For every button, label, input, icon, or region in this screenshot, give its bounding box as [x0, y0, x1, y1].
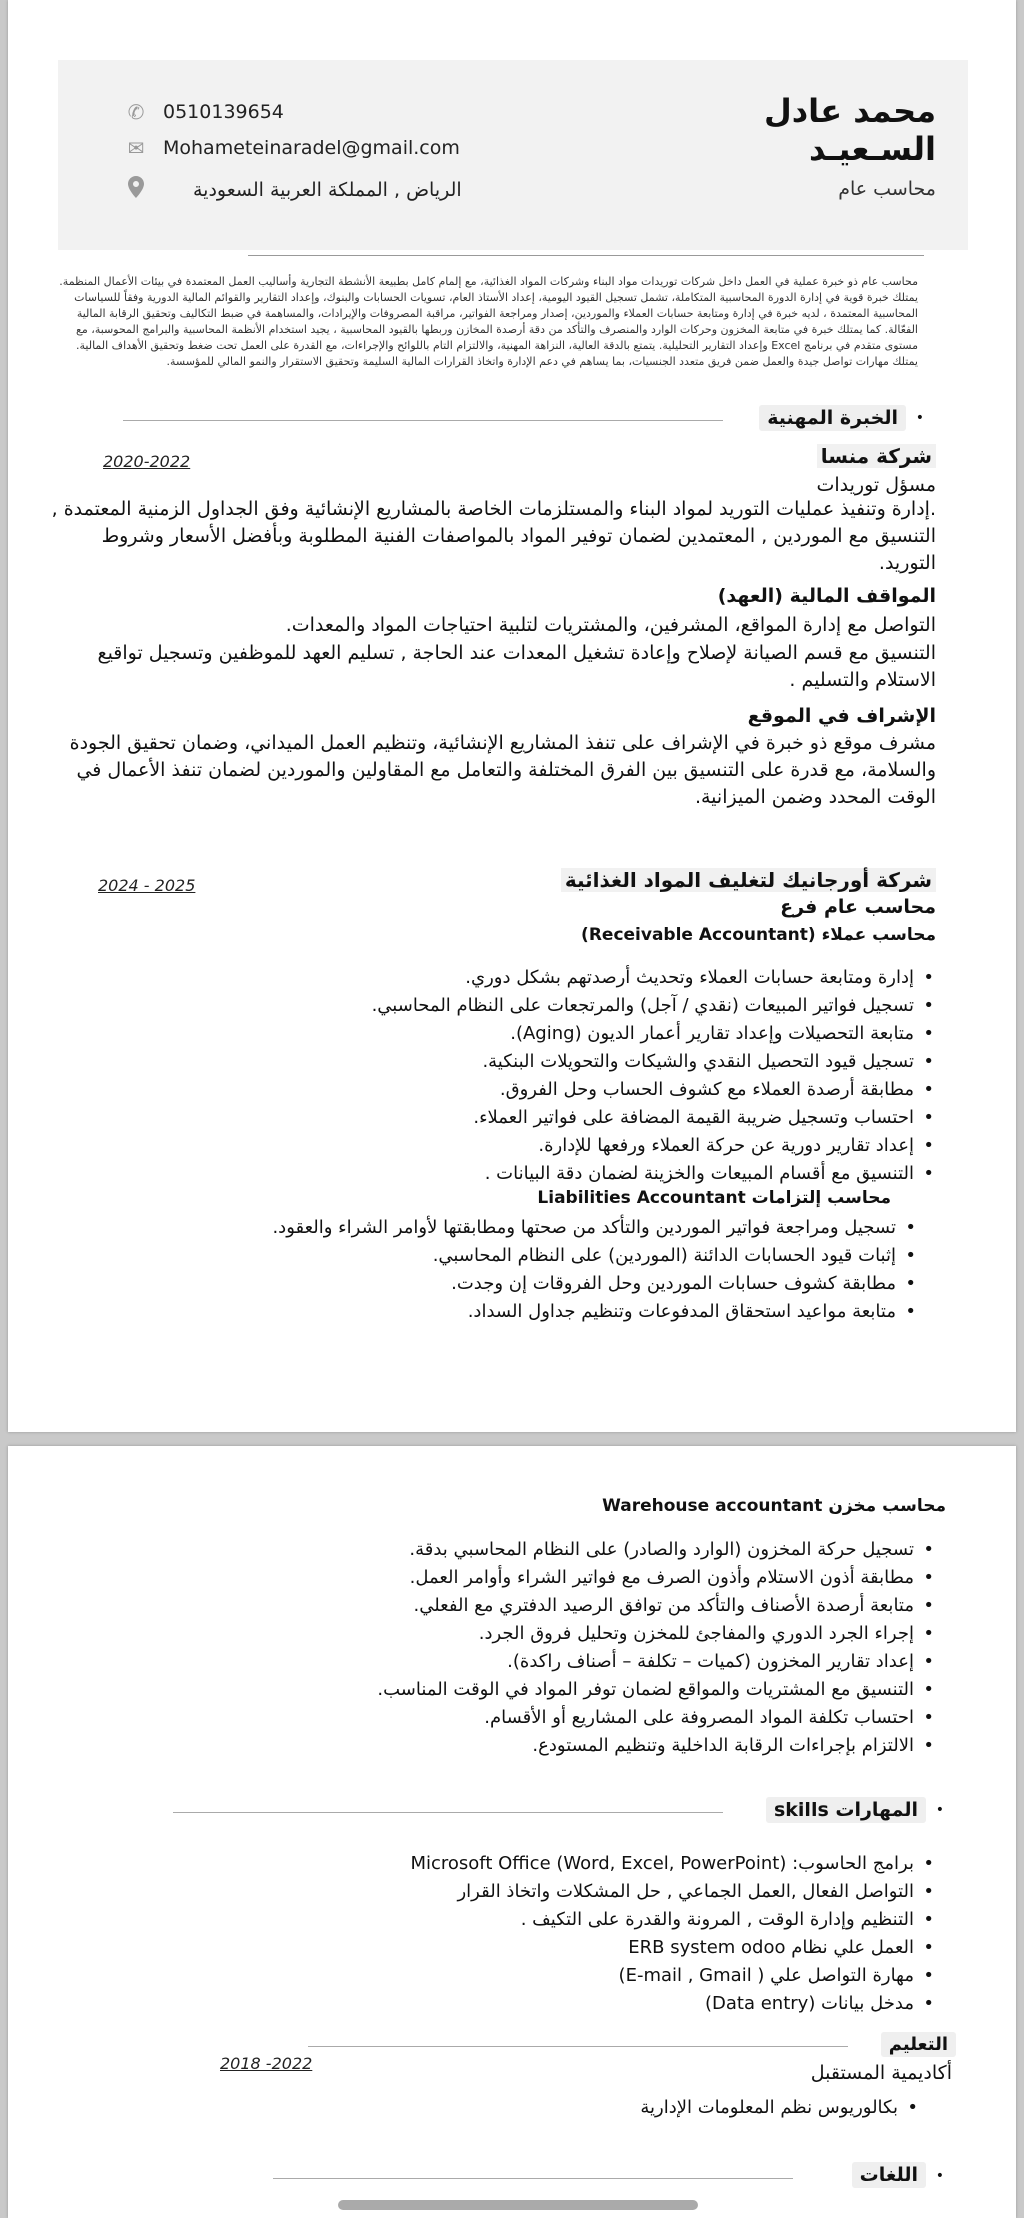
- phone-number: 0510139654: [163, 101, 284, 123]
- receivable-list: [56, 964, 936, 1188]
- list-item: • احتساب وتسجيل ضريبة القيمة المضافة على فواتير العملاء.: [56, 1104, 936, 1132]
- list-item: • مطابقة أذون الاستلام وأذون الصرف مع فواتير الشراء وأوامر العمل.: [56, 1564, 936, 1592]
- contact-location: [123, 176, 462, 203]
- list-item: • متابعة أرصدة الأصناف والتأكد من توافق الرصيد الدفتري مع الفعلي.: [56, 1592, 936, 1620]
- job1-sub1-line1: التواصل مع إدارة المواقع، المشرفين، والمشتريات لتلبية احتياجات المواد والمعدات.: [285, 614, 936, 636]
- education-divider: [308, 2046, 848, 2047]
- contact-phone: [123, 100, 284, 124]
- languages-divider: [273, 2178, 793, 2179]
- job1-role: مسؤل توريدات: [816, 474, 936, 496]
- languages-heading: اللغات: [852, 2162, 926, 2188]
- list-item: • بكالوريوس نظم المعلومات الإدارية: [220, 2094, 920, 2122]
- profile-summary: محاسب عام ذو خبرة عملية في العمل داخل شركات توريدات مواد البناء وشركات المواد الغذائية، مع إلمام كامل بطبيعة الأنشطة التجارية وأساليب العمل المعتمدة في بيئات الأعمال المنظمة. يمتلك خبرة قوية في إدارة الدورة المحاسبية المتكاملة، تشمل تسجيل القيود اليومية، إعداد الأستاذ العام، تسويات الحسابات والبنوك، وإعداد التقارير والقوائم المالية الدورية وفقاً للسياسات المحاسبية المعتمدة ، لديه خبرة في إدارة ومتابعة حسابات العملاء والموردين، إصدار ومراجعة الفواتير، مراقبة المصروفات والإيرادات، والمساهمة في ضبط التكاليف وتحقيق الرقابة المالية الفعّالة. كما يمتلك خبرة في متابعة المخزون وحركات الوارد والمنصرف والتأكد من دقة أرصدة المخازن وربطها بالقيود المحاسبية ، يجيد استخدام الأنظمة المحاسبية والبرامج المحوسبة، مع مستوى متقدم في برنامج Excel وإعداد التقارير التحليلية. يتمتع بالدقة العالية، النزاهة المهنية، والالتزام التام باللوائح والإجراءات، مع القدرة على العمل تحت ضغط وتحقيق الأهداف المالية. يمتلك مهارات تواصل جيدة والعمل ضمن فريق متعدد الجنسيات، بما يساهم في دعم الإدارة واتخاذ القرارات المالية السليمة وتحقيق الاستقرار والنمو المالي للمؤسسة.: [59, 275, 918, 368]
- job2-company: شركة أورجانيك لتغليف المواد الغذائية: [561, 868, 936, 892]
- liabilities-title: محاسب إلتزامات Liabilities Accountant: [537, 1188, 891, 1208]
- list-item: • إدارة ومتابعة حسابات العملاء وتحديث أرصدتهم بشكل دوري.: [56, 964, 936, 992]
- job1-sub2-description: مشرف موقع ذو خبرة في الإشراف على تنفذ المشاريع الإنشائية، وتنظيم العمل الميداني، وضمان تحقيق الجودة والسلامة، مع قدرة على التنسيق بين الفرق المختلفة والتعامل مع المقاولين والموردين لضمان تنفذ الأعمال في الوقت المحدد وضمن الميزانية.: [69, 732, 936, 808]
- job1-date: 2020-2022: [103, 452, 191, 471]
- list-item: • برامج الحاسوب: Microsoft Office (Word, Excel, PowerPoint): [56, 1850, 936, 1878]
- list-item: • تسجيل ومراجعة فواتير الموردين والتأكد من صحتها ومطابقتها لأوامر الشراء والعقود.: [58, 1214, 918, 1242]
- experience-divider: [123, 420, 723, 421]
- job1-sub1-title: المواقف المالية (العهد): [717, 585, 936, 607]
- job2-role: محاسب عام فرع: [780, 896, 936, 918]
- email-address: Mohameteinaradel@gmail.com: [163, 137, 460, 159]
- list-item: • العمل علي نظام ERB system odoo: [56, 1934, 936, 1962]
- header-divider: [248, 255, 924, 256]
- list-item: • إثبات قيود الحسابات الدائنة (الموردين) على النظام المحاسبي.: [58, 1242, 918, 1270]
- receivable-title: محاسب عملاء (Receivable Accountant): [581, 925, 936, 945]
- list-item: • إجراء الجرد الدوري والمفاجئ للمخزن وتحليل فروق الجرد.: [56, 1620, 936, 1648]
- skills-list: [56, 1850, 936, 2018]
- languages-bullet: •: [935, 2168, 944, 2184]
- location-text: الرياض , المملكة العربية السعودية: [193, 178, 462, 201]
- experience-bullet: •: [915, 410, 924, 426]
- list-item: • متابعة مواعيد استحقاق المدفوعات وتنظيم جداول السداد.: [58, 1298, 918, 1326]
- scrollbar-thumb[interactable]: [338, 2200, 698, 2210]
- liabilities-list: [58, 1214, 918, 1326]
- list-item: • الالتزام بإجراءات الرقابة الداخلية وتنظيم المستودع.: [56, 1732, 936, 1760]
- list-item: • التواصل الفعال ,العمل الجماعي , حل المشكلات واتخاذ القرار: [56, 1878, 936, 1906]
- list-item: • مطابقة كشوف حسابات الموردين وحل الفروقات إن وجدت.: [58, 1270, 918, 1298]
- resume-page-2: [8, 1446, 1016, 2218]
- job1-description: .إدارة وتنفيذ عمليات التوريد لمواد البناء والمستلزمات الخاصة بالمشاريع الإنشائية وفق الجداول الزمنية المعتمدة , التنسيق مع الموردين , المعتمدين لضمان توفير المواد بالمواصفات الفنية المطلوبة وبأفضل الأسعار وشروط التوريد.: [51, 498, 936, 574]
- job1-sub1-line2: التنسيق مع قسم الصيانة لإصلاح وإعادة تشغيل المعدات عند الحاجة , تسليم العهد للموظفين وتسجيل تواقيع الاستلام والتسليم .: [97, 642, 936, 691]
- experience-heading: الخبرة المهنية: [759, 405, 906, 431]
- list-item: • التنسيق مع أقسام المبيعات والخزينة لضمان دقة البيانات .: [56, 1160, 936, 1188]
- list-item: • تسجيل فواتير المبيعات (نقدي / آجل) والمرتجعات على النظام المحاسبي.: [56, 992, 936, 1020]
- location-pin-icon: [123, 176, 149, 203]
- list-item: • مطابقة أرصدة العملاء مع كشوف الحساب وحل الفروق.: [56, 1076, 936, 1104]
- education-list: [220, 2094, 920, 2122]
- list-item: • مدخل بيانات (Data entry): [56, 1990, 936, 2018]
- list-item: • إعداد تقارير المخزون (كميات – تكلفة – أصناف راكدة).: [56, 1648, 936, 1676]
- candidate-job-title: محاسب عام: [838, 178, 936, 200]
- education-date: 2018 -2022: [220, 2054, 313, 2073]
- list-item: • مهارة التواصل علي ( E-mail , Gmail): [56, 1962, 936, 1990]
- warehouse-title: محاسب مخزن Warehouse accountant: [602, 1496, 946, 1516]
- job1-company: شركة منسا: [817, 444, 936, 468]
- resume-page-1: [8, 0, 1016, 1432]
- warehouse-list: [56, 1536, 936, 1760]
- list-item: • احتساب تكلفة المواد المصروفة على المشاريع أو الأقسام.: [56, 1704, 936, 1732]
- skills-bullet: •: [935, 1802, 944, 1818]
- mail-icon: ✉: [127, 136, 145, 160]
- contact-email: [123, 136, 460, 160]
- job2-date: 2024 - 2025: [98, 876, 196, 895]
- job1-sub2-title: الإشراف في الموقع: [747, 705, 936, 727]
- list-item: • إعداد تقارير دورية عن حركة العملاء ورفعها للإدارة.: [56, 1132, 936, 1160]
- education-institution: أكاديمية المستقبل: [810, 2062, 952, 2084]
- list-item: • تسجيل حركة المخزون (الوارد والصادر) على النظام المحاسبي بدقة.: [56, 1536, 936, 1564]
- list-item: • التنسيق مع المشتريات والمواقع لضمان توفر المواد في الوقت المناسب.: [56, 1676, 936, 1704]
- candidate-name: محمد عادل السـعيـد: [763, 92, 936, 168]
- list-item: • التنظيم وإدارة الوقت , المرونة والقدرة على التكيف .: [56, 1906, 936, 1934]
- list-item: • تسجيل قيود التحصيل النقدي والشيكات والتحويلات البنكية.: [56, 1048, 936, 1076]
- education-heading: التعليم: [881, 2032, 956, 2057]
- skills-divider: [173, 1812, 723, 1813]
- skills-heading: المهارات skills: [766, 1797, 926, 1823]
- list-item: • متابعة التحصيلات وإعداد تقارير أعمار الديون (Aging).: [56, 1020, 936, 1048]
- phone-icon: ✆: [127, 100, 145, 124]
